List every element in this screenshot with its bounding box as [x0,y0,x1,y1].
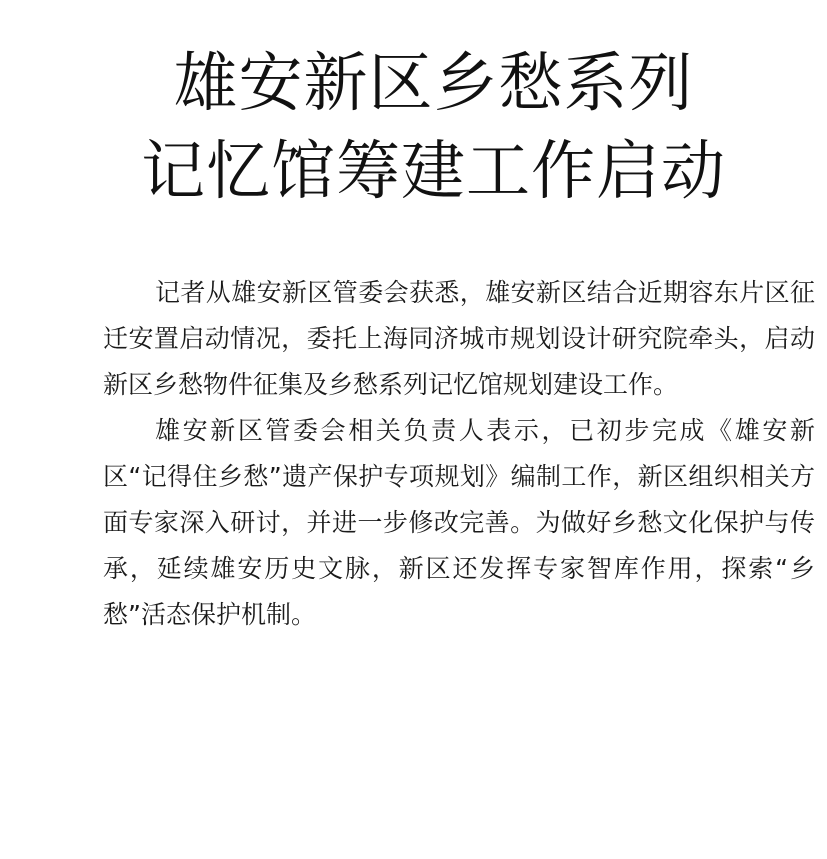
article-paragraph: 雄安新区管委会相关负责人表示，已初步完成《雄安新区“记得住乡愁”遗产保护专项规划》编制工作，新区组织相关方面专家深入研讨，并进一步修改完善。为做好乡愁文化保护与传承，延续雄安历史文脉，新区还发挥专家智库作用，探索“乡愁”活态保护机制。 [103,416,815,629]
article-paragraph: 记者从雄安新区管委会获悉，雄安新区结合近期容东片区征迁安置启动情况，委托上海同济城市规划设计研究院牵头，启动新区乡愁物件征集及乡愁系列记忆馆规划建设工作。 [103,278,815,399]
article-body [103,270,815,638]
headline-line-2: 记忆馆筹建工作启动 [141,135,726,209]
headline-line-1: 雄安新区乡愁系列 [173,47,694,121]
headline [0,40,827,216]
